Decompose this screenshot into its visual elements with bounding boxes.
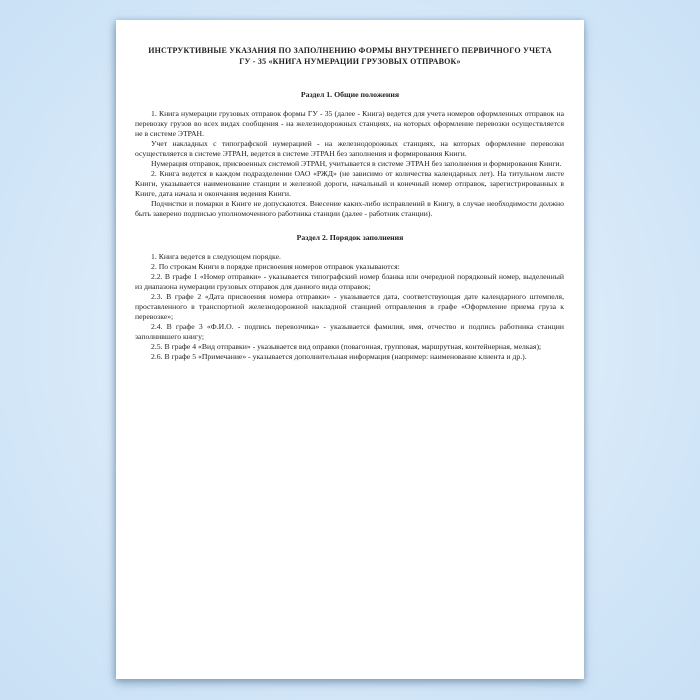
section-1-heading: Раздел 1. Общие положения bbox=[300, 90, 400, 99]
paragraph: 2. По строкам Книги в порядке присвоения номеров отправок указываются: bbox=[151, 262, 400, 271]
section-1-body bbox=[135, 109, 564, 219]
section-2-body bbox=[135, 252, 564, 362]
document-title bbox=[140, 45, 560, 67]
paragraph: 2.3. В графе 2 «Дата присвоения номера отправки» - указывается дата, соответствующая дате календарного штемпеля, проставленного в транспортной железнодорожной накладной станцией отправления в графе «Оформление приема груза к перевозке»; bbox=[135, 292, 564, 321]
paragraph: 2.5. В графе 4 «Вид отправки» - указывается вид оправки (повагонная, групповая, маршрутная, контейнерная, мелкая); bbox=[151, 342, 542, 351]
document-page bbox=[116, 20, 584, 679]
paragraph: 1. Книга нумерации грузовых отправок формы ГУ - 35 (далее - Книга) ведется для учета номеров оформленных отправок на перевозку грузов во всех видах сообщения - на железнодорожных станциях, на которых оформление перевозки осуществляется не в системе ЭТРАН. bbox=[135, 109, 564, 138]
document-title-line-1: ИНСТРУКТИВНЫЕ УКАЗАНИЯ ПО ЗАПОЛНЕНИЮ ФОРМЫ ВНУТРЕННЕГО ПЕРВИЧНОГО УЧЕТА bbox=[148, 46, 552, 55]
paragraph: Учет накладных с типографской нумерацией - на железнодорожных станциях, на которых оформление перевозки осуществляется в системе ЭТРАН, ведется в системе ЭТРАН без заполнения и формирования Книги. bbox=[135, 139, 564, 158]
paragraph: Нумерация отправок, присвоенных системой ЭТРАН, учитывается в системе ЭТРАН без заполнения и формирования Книги. bbox=[151, 159, 562, 168]
paragraph: 2.6. В графе 5 «Примечание» - указывается дополнительная информация (например: наименование клиента и др.). bbox=[151, 352, 527, 361]
document-title-line-2: ГУ - 35 «КНИГА НУМЕРАЦИИ ГРУЗОВЫХ ОТПРАВОК» bbox=[239, 57, 461, 66]
paragraph: Подчистки и помарки в Книге не допускаются. Внесение каких-либо исправлений в Книгу, в случае необходимости должно быть заверено подписью уполномоченного работника станции (далее - работник станции). bbox=[135, 199, 564, 218]
paragraph: 2.4. В графе 3 «Ф.И.О. - подпись перевозчика» - указывается фамилия, имя, отчество и подпись работника станции заполнившего книгу; bbox=[135, 322, 564, 341]
section-2-heading: Раздел 2. Порядок заполнения bbox=[296, 233, 404, 242]
paragraph: 2. Книга ведется в каждом подразделении ОАО «РЖД» (не зависимо от количества календарных лет). На титульном листе Книги, указывается наименование станции и железной дороги, начальный и конечный номер отправок, зарегистрированных в Книге, дата начала и окончания ведения Книги. bbox=[135, 169, 564, 198]
paragraph: 2.2. В графе 1 «Номер отправки» - указывается типографский номер бланка или очередной порядковый номер, выделенный из диапазона нумерации грузовых отправок для данного вида отправок; bbox=[135, 272, 564, 291]
paragraph: 1. Книга ведется в следующем порядке. bbox=[151, 252, 281, 261]
